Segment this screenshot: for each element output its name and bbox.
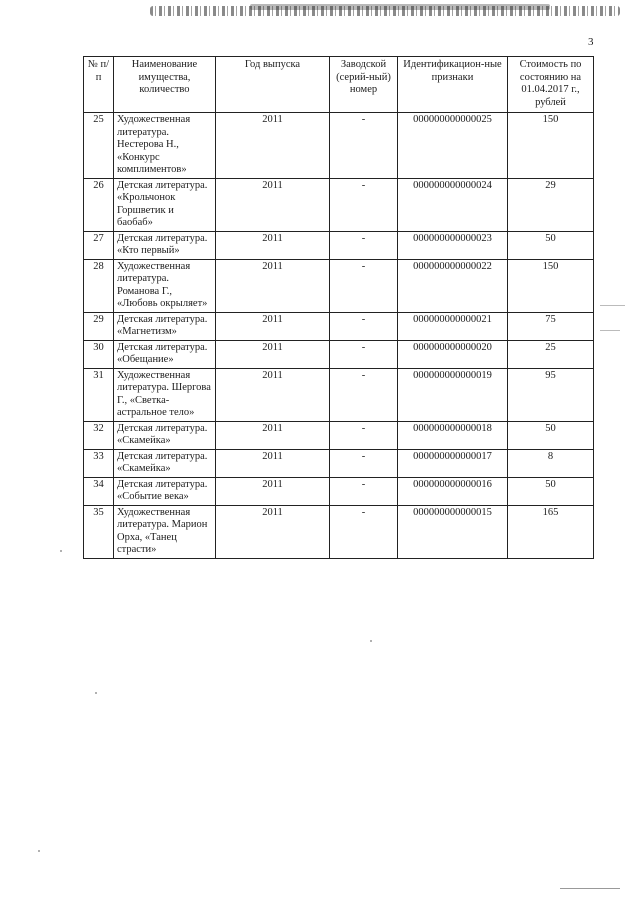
row-number: 33 xyxy=(84,449,114,477)
row-serial: - xyxy=(330,340,398,368)
row-name: Художественная литература. Шергова Г., «Светка-астральное тело» xyxy=(114,368,216,421)
header-name: Наименование имущества, количество xyxy=(114,57,216,113)
row-cost: 25 xyxy=(508,340,594,368)
table-row xyxy=(84,259,594,312)
row-year: 2011 xyxy=(216,231,330,259)
row-year: 2011 xyxy=(216,259,330,312)
row-cost: 50 xyxy=(508,231,594,259)
row-id: 000000000000022 xyxy=(398,259,508,312)
row-year: 2011 xyxy=(216,312,330,340)
table-row xyxy=(84,178,594,231)
row-id: 000000000000018 xyxy=(398,421,508,449)
row-cost: 150 xyxy=(508,259,594,312)
row-id: 000000000000020 xyxy=(398,340,508,368)
inventory-table xyxy=(83,56,594,559)
row-name: Детская литература. «Скамейка» xyxy=(114,449,216,477)
row-serial: - xyxy=(330,312,398,340)
row-number: 26 xyxy=(84,178,114,231)
header-serial: Заводской (серий-ный) номер xyxy=(330,57,398,113)
row-serial: - xyxy=(330,421,398,449)
row-number: 29 xyxy=(84,312,114,340)
header-cost: Стоимость по состоянию на 01.04.2017 г., рублей xyxy=(508,57,594,113)
row-number: 28 xyxy=(84,259,114,312)
row-serial: - xyxy=(330,368,398,421)
row-cost: 50 xyxy=(508,477,594,505)
row-number: 31 xyxy=(84,368,114,421)
row-number: 27 xyxy=(84,231,114,259)
row-id: 000000000000023 xyxy=(398,231,508,259)
row-id: 000000000000019 xyxy=(398,368,508,421)
row-year: 2011 xyxy=(216,340,330,368)
table-body xyxy=(84,113,594,559)
row-name: Детская литература. «Кто первый» xyxy=(114,231,216,259)
row-number: 30 xyxy=(84,340,114,368)
row-id: 000000000000025 xyxy=(398,113,508,179)
row-serial: - xyxy=(330,178,398,231)
row-cost: 75 xyxy=(508,312,594,340)
row-number: 32 xyxy=(84,421,114,449)
scan-speck xyxy=(38,850,40,852)
row-name: Детская литература. «Событие века» xyxy=(114,477,216,505)
table-row xyxy=(84,368,594,421)
scan-speck xyxy=(60,550,62,552)
row-serial: - xyxy=(330,449,398,477)
scan-speck xyxy=(560,888,620,889)
row-serial: - xyxy=(330,259,398,312)
row-year: 2011 xyxy=(216,178,330,231)
row-id: 000000000000017 xyxy=(398,449,508,477)
scan-speck xyxy=(95,692,97,694)
row-id: 000000000000021 xyxy=(398,312,508,340)
row-year: 2011 xyxy=(216,505,330,558)
row-name: Детская литература. «Магнетизм» xyxy=(114,312,216,340)
scan-speck xyxy=(600,305,625,306)
page-number: 3 xyxy=(588,36,594,48)
row-id: 000000000000016 xyxy=(398,477,508,505)
header-num: № п/п xyxy=(84,57,114,113)
row-id: 000000000000024 xyxy=(398,178,508,231)
table-header-row xyxy=(84,57,594,113)
row-year: 2011 xyxy=(216,368,330,421)
row-serial: - xyxy=(330,477,398,505)
header-year: Год выпуска xyxy=(216,57,330,113)
row-name: Детская литература. «Скамейка» xyxy=(114,421,216,449)
header-id: Идентификацион-ные признаки xyxy=(398,57,508,113)
row-number: 35 xyxy=(84,505,114,558)
row-cost: 95 xyxy=(508,368,594,421)
row-cost: 165 xyxy=(508,505,594,558)
scan-speck xyxy=(600,330,620,331)
row-year: 2011 xyxy=(216,449,330,477)
row-serial: - xyxy=(330,505,398,558)
row-cost: 150 xyxy=(508,113,594,179)
table-row xyxy=(84,477,594,505)
row-cost: 50 xyxy=(508,421,594,449)
row-name: Художественная литература. Марион Орха, «Танец страсти» xyxy=(114,505,216,558)
row-name: Детская литература. «Обещание» xyxy=(114,340,216,368)
table-row xyxy=(84,312,594,340)
row-number: 25 xyxy=(84,113,114,179)
row-year: 2011 xyxy=(216,421,330,449)
table-row xyxy=(84,340,594,368)
scan-speck xyxy=(370,640,372,642)
table-row xyxy=(84,113,594,179)
row-number: 34 xyxy=(84,477,114,505)
table-row xyxy=(84,449,594,477)
row-id: 000000000000015 xyxy=(398,505,508,558)
row-cost: 8 xyxy=(508,449,594,477)
row-cost: 29 xyxy=(508,178,594,231)
row-year: 2011 xyxy=(216,113,330,179)
row-year: 2011 xyxy=(216,477,330,505)
table-row xyxy=(84,231,594,259)
row-name: Детская литература. «Крольчонок Горшветик и баобаб» xyxy=(114,178,216,231)
scan-artifact-top-dark xyxy=(250,4,550,10)
row-serial: - xyxy=(330,113,398,179)
row-name: Художественная литература. Нестерова Н., «Конкурс комплиментов» xyxy=(114,113,216,179)
row-serial: - xyxy=(330,231,398,259)
table-row xyxy=(84,421,594,449)
table-row xyxy=(84,505,594,558)
row-name: Художественная литература. Романова Г., «Любовь окрыляет» xyxy=(114,259,216,312)
